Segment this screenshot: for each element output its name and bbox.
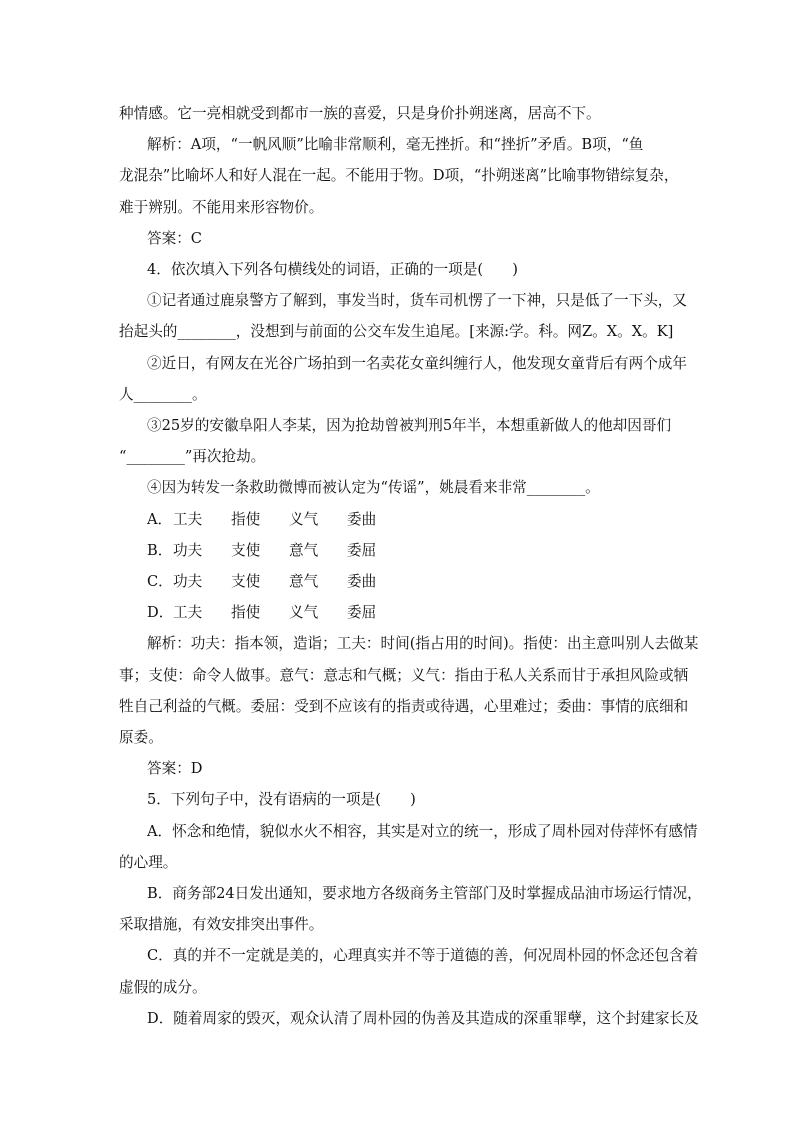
text-line: A．怀念和绝情，貌似水火不相容，其实是对立的统一，形成了周朴园对侍萍怀有感情 — [147, 822, 698, 840]
text-line: 虚假的成分。 — [119, 978, 207, 996]
question-block-3-4 — [119, 98, 687, 504]
text-line: 难于辨别。不能用来形容物价。 — [119, 198, 324, 216]
options-list — [119, 504, 677, 629]
question-block-4-5 — [119, 628, 702, 1034]
text-line: ②近日，有网友在光谷广场拍到一名卖花女童纠缠行人，他发现女童背后有两个成年 — [147, 354, 687, 372]
text-line: 4．依次填入下列各句横线处的词语，正确的一项是( ) — [147, 261, 518, 279]
text-line: C．真的并不一定就是美的，心理真实并不等于道德的善，何况周朴园的怀念还包含着 — [147, 947, 699, 965]
text-line: ①记者通过鹿泉警方了解到，事发当时，货车司机愣了一下神，只是低了一下头，又 — [147, 292, 687, 310]
text-line: ④因为转发一条救助微博而被认定为“传谣”，姚晨看来非常________。 — [147, 479, 600, 497]
option-row — [119, 504, 677, 535]
option-row — [119, 535, 677, 566]
option-word: 委屈 — [347, 541, 377, 559]
text-line: 事；支使：命令人做事。意气：意志和气概；义气：指由于私人关系而甘于承担风险或牺 — [119, 666, 689, 684]
text-line: 5．下列句子中，没有语病的一项是( ) — [147, 791, 416, 809]
option-word: 工夫 — [173, 510, 203, 528]
option-word: 指使 — [231, 604, 261, 622]
option-letter: A． — [147, 510, 173, 528]
text-line: D．随着周家的毁灭，观众认清了周朴园的伪善及其造成的深重罪孽，这个封建家长及 — [147, 1009, 699, 1027]
text-line: 原委。 — [119, 729, 163, 747]
text-line: 种情感。它一亮相就受到都市一族的喜爱，只是身价扑朔迷离，居高不下。 — [119, 105, 601, 122]
text-line: 牲自己利益的气概。委屈：受到不应该有的指责或待遇，心里难过；委曲：事情的底细和 — [119, 697, 689, 715]
text-line: 答案：C — [147, 229, 202, 247]
option-letter: B． — [147, 541, 173, 559]
text-line: 解析：功夫：指本领，造诣；工夫：时间(指占用的时间)。指使：出主意叫别人去做某 — [147, 635, 699, 653]
option-row — [119, 597, 677, 628]
option-letter: C． — [147, 573, 173, 591]
text-line: “________”再次抢劫。 — [119, 448, 266, 466]
text-line: 的心理。 — [119, 853, 178, 871]
text-line: 解析：A项，“一帆风顺”比喻非常顺利，毫无挫折。和“挫折”矛盾。B项，“鱼 — [147, 136, 644, 154]
option-word: 指使 — [231, 510, 261, 528]
option-word: 委曲 — [347, 573, 377, 591]
text-line: 抬起头的________，没想到与前面的公交车发生追尾。[来源:学。科。网Z。X。X。K] — [119, 323, 674, 341]
text-line: 答案：D — [147, 760, 203, 778]
option-word: 功夫 — [173, 541, 203, 559]
option-word: 义气 — [289, 510, 319, 528]
text-line: B．商务部24日发出通知，要求地方各级商务主管部门及时掌握成品油市场运行情况， — [147, 885, 702, 903]
option-word: 支使 — [231, 573, 261, 591]
option-word: 功夫 — [173, 573, 203, 591]
option-word: 意气 — [289, 541, 319, 559]
text-line: ③25岁的安徽阜阳人李某，因为抢劫曾被判刑5年半，本想重新做人的他却因哥们 — [147, 417, 672, 435]
option-row — [119, 566, 677, 597]
option-word: 义气 — [289, 604, 319, 622]
document-page — [119, 98, 702, 1034]
option-word: 意气 — [289, 573, 319, 591]
text-line: 人________。 — [119, 385, 207, 403]
text-line: 龙混杂”比喻坏人和好人混在一起。不能用于物。D项，“扑朔迷离”比喻事物错综复杂， — [119, 167, 679, 185]
option-letter: D． — [147, 604, 174, 622]
option-word: 委屈 — [347, 604, 377, 622]
option-word: 工夫 — [173, 604, 203, 622]
text-line: 采取措施，有效安排突出事件。 — [119, 916, 324, 934]
option-word: 支使 — [231, 541, 261, 559]
option-word: 委曲 — [347, 510, 377, 528]
